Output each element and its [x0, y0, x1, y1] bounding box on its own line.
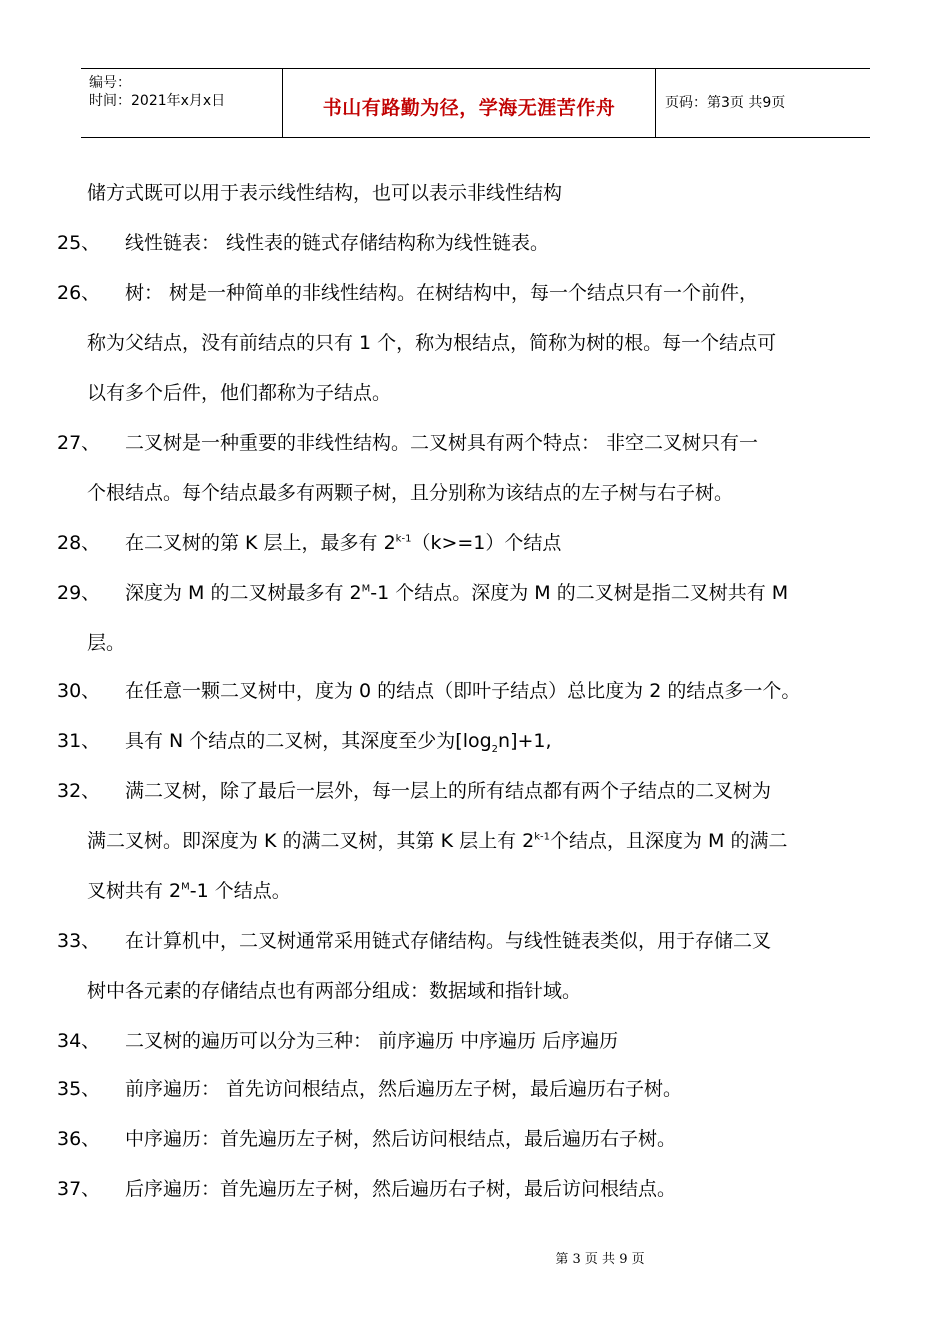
- item-text: 以有多个后件，他们都称为子结点。: [87, 382, 392, 404]
- item-number: 30、: [57, 680, 101, 702]
- item-text: 个根结点。每个结点最多有两颗子树，且分别称为该结点的左子树与右子树。: [87, 482, 734, 504]
- item-number: 27、: [57, 432, 101, 454]
- item-text: 满二叉树，除了最后一层外，每一层上的所有结点都有两个子结点的二叉树为: [125, 780, 772, 802]
- item-text: 线性链表： 线性表的链式存储结构称为线性链表。: [125, 232, 550, 254]
- header-meta-cell: [81, 69, 282, 137]
- item-number: 37、: [57, 1178, 101, 1200]
- superscript: k-1: [534, 831, 550, 843]
- superscript: k-1: [395, 533, 412, 545]
- item-number: 33、: [57, 930, 101, 952]
- item-text: 在计算机中，二叉树通常采用链式存储结构。与线性链表类似，用于存储二叉: [125, 930, 772, 952]
- item-number: 25、: [57, 232, 101, 254]
- document-time-label: 时间：2021年x月x日: [89, 93, 226, 109]
- item-number: 31、: [57, 730, 101, 752]
- subscript: 2: [491, 743, 499, 755]
- item-text: 称为父结点，没有前结点的只有 1 个，称为根结点，简称为树的根。每一个结点可: [87, 332, 777, 354]
- item-number: 36、: [57, 1128, 101, 1150]
- item-text: 后序遍历：首先遍历左子树，然后遍历右子树，最后访问根结点。: [125, 1178, 677, 1200]
- superscript: M: [181, 881, 190, 893]
- item-number: 34、: [57, 1030, 101, 1052]
- item-text: 前序遍历： 首先访问根结点，然后遍历左子树，最后遍历右子树。: [125, 1078, 683, 1100]
- item-number: 29、: [57, 582, 101, 604]
- item-number: 35、: [57, 1078, 101, 1100]
- document-number-label: 编号：: [89, 75, 131, 91]
- item-text: 树中各元素的存储结点也有两部分组成：数据域和指针域。: [87, 980, 582, 1002]
- header-motto-cell: [282, 69, 656, 137]
- item-text: [87, 829, 787, 853]
- item-text: [125, 581, 788, 605]
- item-text: 二叉树的遍历可以分为三种： 前序遍历 中序遍历 后序遍历: [125, 1030, 619, 1052]
- item-number: 28、: [57, 532, 101, 554]
- item-text: [87, 879, 291, 903]
- text-run: n]+1,: [498, 730, 552, 752]
- header-page-label: 页码：第3页 共9页: [665, 95, 786, 111]
- item-number: 26、: [57, 282, 101, 304]
- item-text: 在任意一颗二叉树中，度为 0 的结点（即叶子结点）总比度为 2 的结点多一个。: [125, 680, 801, 702]
- page-footer: [0, 1248, 950, 1267]
- footer-page-number: 第 3 页 共 9 页: [555, 1252, 645, 1267]
- header-page-cell: [655, 69, 870, 137]
- superscript: M: [361, 583, 371, 595]
- item-text: [125, 531, 561, 555]
- text-run: -1 个结点。深度为 M 的二叉树是指二叉树共有 M: [370, 582, 789, 604]
- header-motto: 书山有路勤为径，学海无涯苦作舟: [322, 97, 616, 119]
- item-text: 二叉树是一种重要的非线性结构。二叉树具有两个特点： 非空二叉树只有一: [125, 432, 759, 454]
- text-run: 具有 N 个结点的二叉树，其深度至少为[log: [125, 730, 492, 752]
- text-run: 深度为 M 的二叉树最多有 2: [125, 582, 362, 604]
- item-text: [125, 729, 552, 753]
- text-run: 叉树共有 2: [87, 880, 182, 902]
- item-text: 中序遍历：首先遍历左子树，然后访问根结点，最后遍历右子树。: [125, 1128, 677, 1150]
- page-header: [81, 68, 870, 138]
- item-text: 树： 树是一种简单的非线性结构。在树结构中，每一个结点只有一个前件，: [125, 282, 759, 304]
- text-run: 个结点，且深度为 M 的满二: [549, 830, 788, 852]
- item-number: 32、: [57, 780, 101, 802]
- item-text: 层。: [87, 632, 126, 654]
- text-run: 在二叉树的第 K 层上，最多有 2: [125, 532, 396, 554]
- text-run: 满二叉树。即深度为 K 的满二叉树，其第 K 层上有 2: [87, 830, 535, 852]
- continued-line: 储方式既可以用于表示线性结构，也可以表示非线性结构: [87, 182, 563, 204]
- text-run: -1 个结点。: [189, 880, 291, 902]
- text-run: （k>=1）个结点: [411, 532, 562, 554]
